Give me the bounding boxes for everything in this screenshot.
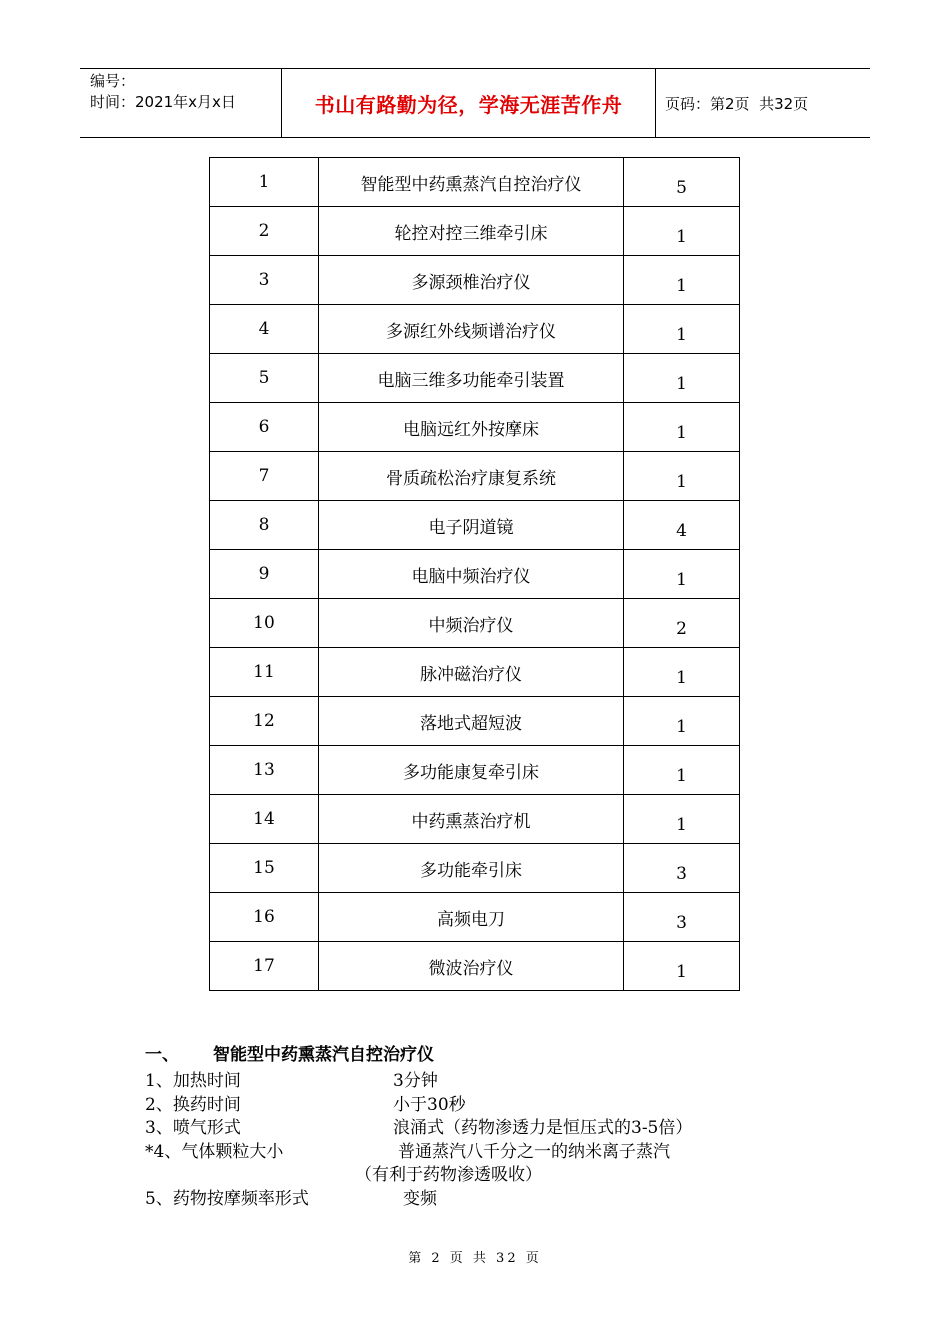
spec-value: 3分钟 <box>393 1071 438 1091</box>
equipment-table-body <box>210 158 740 991</box>
equipment-quantity-cell <box>624 550 740 599</box>
row-number: 7 <box>210 452 319 501</box>
spec-value: 浪涌式（药物渗透力是恒压式的3-5倍） <box>393 1118 693 1138</box>
equipment-name: 多功能康复牵引床 <box>319 746 624 795</box>
table-row <box>210 403 740 452</box>
document-header <box>80 68 870 138</box>
equipment-quantity-cell <box>624 305 740 354</box>
spec-value: 小于30秒 <box>393 1094 466 1115</box>
table-row <box>210 893 740 942</box>
equipment-name: 高频电刀 <box>319 893 624 942</box>
equipment-quantity: 1 <box>676 766 687 786</box>
equipment-quantity-cell <box>624 746 740 795</box>
table-row <box>210 599 740 648</box>
equipment-quantity: 1 <box>676 570 687 590</box>
table-row <box>210 501 740 550</box>
row-number: 5 <box>210 354 319 403</box>
spec-label: 5、药物按摩频率形式 <box>145 1188 309 1209</box>
equipment-quantity-cell <box>624 354 740 403</box>
row-number: 17 <box>210 942 319 991</box>
equipment-quantity-cell <box>624 501 740 550</box>
table-row <box>210 795 740 844</box>
row-number: 2 <box>210 207 319 256</box>
equipment-table <box>209 157 740 991</box>
equipment-quantity-cell <box>624 697 740 746</box>
equipment-quantity: 1 <box>676 276 687 296</box>
table-row <box>210 207 740 256</box>
equipment-quantity: 1 <box>676 227 687 247</box>
row-number: 3 <box>210 256 319 305</box>
equipment-quantity: 1 <box>676 815 687 835</box>
row-number: 6 <box>210 403 319 452</box>
table-row <box>210 550 740 599</box>
equipment-name: 智能型中药熏蒸汽自控治疗仪 <box>319 158 624 207</box>
equipment-quantity-cell <box>624 403 740 452</box>
equipment-name: 轮控对控三维牵引床 <box>319 207 624 256</box>
equipment-quantity: 1 <box>676 472 687 492</box>
row-number: 15 <box>210 844 319 893</box>
row-number: 4 <box>210 305 319 354</box>
page-info: 页码：第2页 共32页 <box>665 94 809 113</box>
table-row <box>210 697 740 746</box>
equipment-quantity-cell <box>624 599 740 648</box>
spec-label: *4、气体颗粒大小 <box>145 1141 284 1162</box>
header-motto-cell <box>281 69 656 137</box>
header-meta <box>80 69 280 137</box>
row-number: 1 <box>210 158 319 207</box>
spec-value: （有利于药物渗透吸收） <box>355 1165 542 1185</box>
equipment-quantity-cell <box>624 158 740 207</box>
equipment-name: 电脑远红外按摩床 <box>319 403 624 452</box>
table-row <box>210 158 740 207</box>
page-footer: 第 2 页 共 32 页 <box>408 1251 542 1266</box>
equipment-quantity: 5 <box>676 178 687 198</box>
row-number: 8 <box>210 501 319 550</box>
row-number: 16 <box>210 893 319 942</box>
equipment-name: 脉冲磁治疗仪 <box>319 648 624 697</box>
section-heading <box>145 1040 434 1065</box>
equipment-quantity: 2 <box>676 619 687 639</box>
table-row <box>210 942 740 991</box>
equipment-quantity: 1 <box>676 668 687 688</box>
spec-label: 1、加热时间 <box>145 1071 241 1091</box>
spec-value: 普通蒸汽八千分之一的纳米离子蒸汽 <box>398 1141 670 1162</box>
row-number: 9 <box>210 550 319 599</box>
row-number: 12 <box>210 697 319 746</box>
row-number: 11 <box>210 648 319 697</box>
table-row <box>210 452 740 501</box>
table-row <box>210 256 740 305</box>
equipment-quantity: 1 <box>676 374 687 394</box>
spec-label: 2、换药时间 <box>145 1094 241 1115</box>
equipment-quantity-cell <box>624 795 740 844</box>
equipment-name: 微波治疗仪 <box>319 942 624 991</box>
equipment-name: 多源红外线频谱治疗仪 <box>319 305 624 354</box>
table-row <box>210 648 740 697</box>
table-row <box>210 746 740 795</box>
equipment-name: 中频治疗仪 <box>319 599 624 648</box>
equipment-quantity: 1 <box>676 717 687 737</box>
date-label: 时间：2021年x月x日 <box>90 93 236 111</box>
equipment-name: 多源颈椎治疗仪 <box>319 256 624 305</box>
motto-text: 书山有路勤为径，学海无涯苦作舟 <box>314 92 623 117</box>
equipment-name: 骨质疏松治疗康复系统 <box>319 452 624 501</box>
number-label: 编号： <box>90 72 136 90</box>
spec-value: 变频 <box>403 1188 437 1209</box>
equipment-quantity: 3 <box>676 864 687 884</box>
table-row <box>210 844 740 893</box>
equipment-quantity: 1 <box>676 423 687 443</box>
equipment-name: 电脑中频治疗仪 <box>319 550 624 599</box>
equipment-name: 多功能牵引床 <box>319 844 624 893</box>
row-number: 13 <box>210 746 319 795</box>
equipment-quantity: 1 <box>676 325 687 345</box>
row-number: 14 <box>210 795 319 844</box>
equipment-quantity-cell <box>624 942 740 991</box>
equipment-name: 电子阴道镜 <box>319 501 624 550</box>
row-number: 10 <box>210 599 319 648</box>
section-title: 智能型中药熏蒸汽自控治疗仪 <box>213 1045 434 1065</box>
equipment-quantity: 4 <box>676 521 687 541</box>
equipment-quantity-cell <box>624 207 740 256</box>
equipment-name: 电脑三维多功能牵引装置 <box>319 354 624 403</box>
equipment-name: 落地式超短波 <box>319 697 624 746</box>
equipment-quantity: 1 <box>676 962 687 982</box>
spec-label: 3、喷气形式 <box>145 1118 241 1138</box>
table-row <box>210 354 740 403</box>
equipment-quantity-cell <box>624 648 740 697</box>
equipment-name: 中药熏蒸治疗机 <box>319 795 624 844</box>
section-number: 一、 <box>145 1045 179 1065</box>
equipment-quantity-cell <box>624 844 740 893</box>
equipment-quantity-cell <box>624 256 740 305</box>
equipment-quantity-cell <box>624 893 740 942</box>
table-row <box>210 305 740 354</box>
equipment-quantity: 3 <box>676 913 687 933</box>
equipment-quantity-cell <box>624 452 740 501</box>
